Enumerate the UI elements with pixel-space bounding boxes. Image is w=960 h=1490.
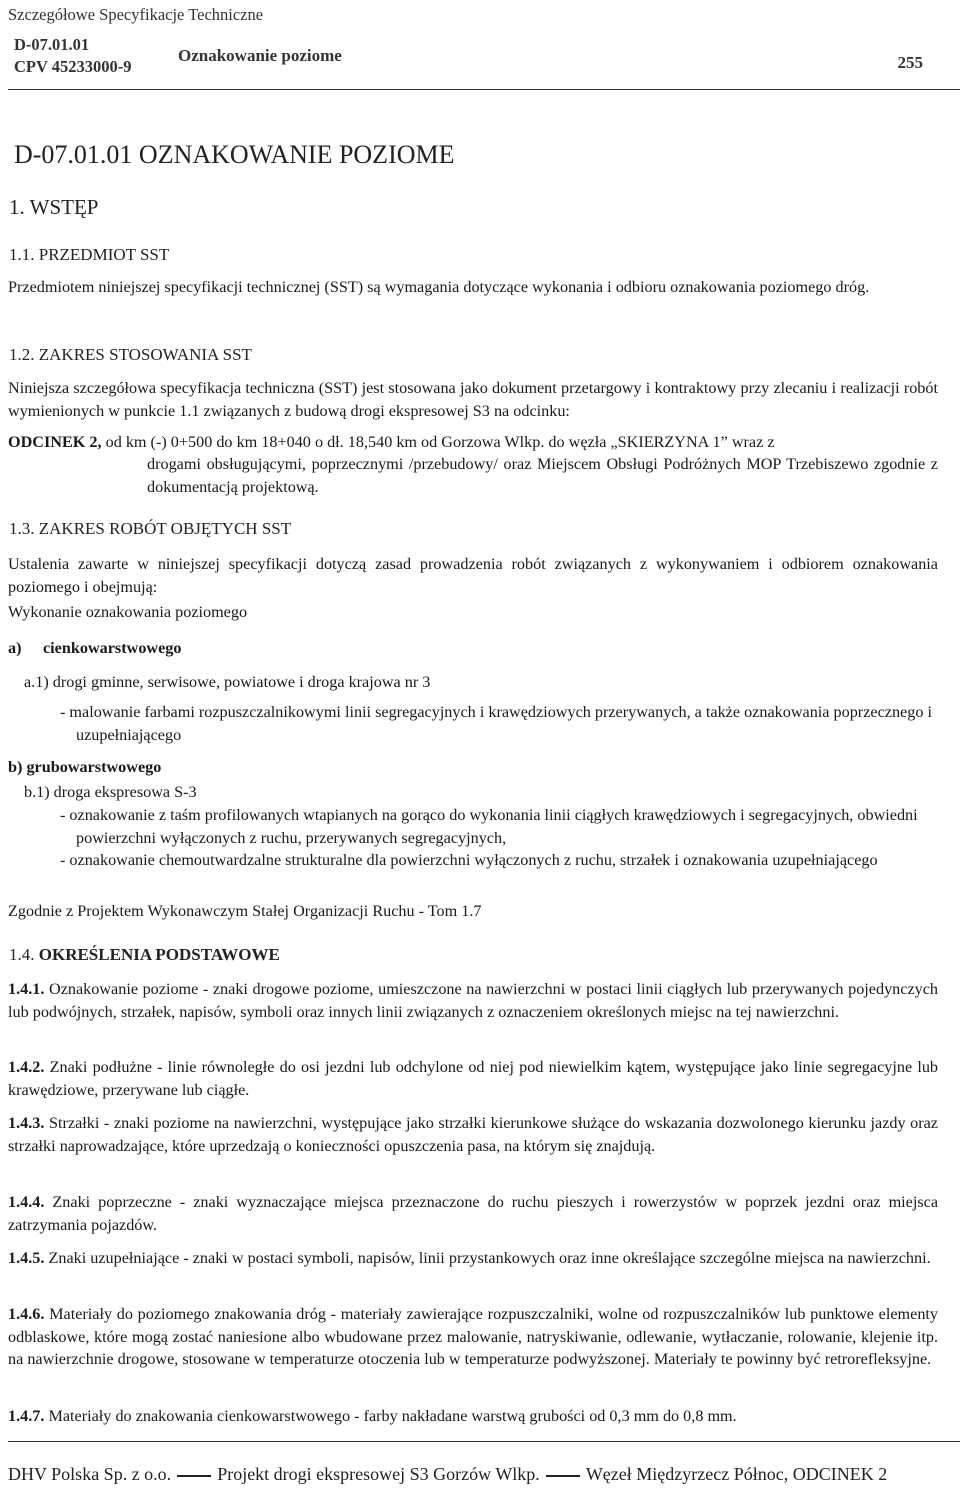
footer-section: Węzeł Międzyrzecz Północ, ODCINEK 2: [585, 1464, 888, 1484]
section-heading-1-4: [9, 944, 280, 967]
item-a-label: a): [8, 639, 22, 657]
definition-1-4-3: [8, 1112, 938, 1157]
definition-number: 1.4.5.: [8, 1249, 45, 1267]
definition-text: Znaki podłużne - linie równoległe do osi jezdni lub odchylone od niej pod niewielkim kątem, występujące jako linie segregacyjne lub krawędziowe, przerywane lub ciągłe.: [8, 1058, 939, 1099]
section-1-4-title: OKREŚLENIA PODSTAWOWE: [38, 945, 280, 964]
definition-number: 1.4.6.: [8, 1305, 45, 1323]
item-a-title: cienkowarstwowego: [43, 639, 182, 657]
page-number: 255: [897, 53, 923, 72]
odcinek-label: ODCINEK 2,: [8, 433, 102, 451]
definition-number: 1.4.7.: [8, 1407, 45, 1425]
header-code: D-07.01.01: [14, 35, 90, 54]
section-heading-1-2: 1.2. ZAKRES STOSOWANIA SST: [9, 345, 252, 364]
definition-text: Strzałki - znaki poziome na nawierzchni, występujące jako strzałki kierunkowe służące do wskazania dozwolonego kierunku jazdy oraz strzałki naprowadzające, które uprzedzają o konieczności opuszczenia pasa, na którym się znajdują.: [8, 1114, 938, 1155]
definition-text: Znaki uzupełniające - znaki w postaci symboli, napisów, linii przystankowych oraz inne określające szczególne miejsca na nawierzchni.: [48, 1249, 931, 1267]
definition-1-4-2: [8, 1056, 938, 1101]
item-b-title: b) grubowarstwowego: [8, 758, 162, 776]
item-b1-detail-2: - oznakowanie chemoutwardzalne strukturalne dla powierzchni wyłączonych z ruchu, strzałek i oznakowania uzupełniającego: [60, 851, 878, 869]
section-1-3-text: Ustalenia zawarte w niniejszej specyfikacji dotyczą zasad prowadzenia robót związanych z wykonywaniem i odbiorem oznakowania poziomego i obejmują:: [8, 555, 938, 596]
definition-number: 1.4.1.: [8, 980, 45, 998]
definition-number: 1.4.4.: [8, 1193, 45, 1211]
definition-text: Oznakowanie poziome - znaki drogowe poziome, umieszczone na nawierzchni w postaci linii ciągłych lub przerywanych pojedynczych lub podwójnych, strzałek, napisów, symboli oraz innych linii związanych z oznaczeniem określonych miejsc na tej nawierzchni.: [8, 980, 938, 1021]
footer: [8, 1463, 887, 1486]
item-a1: a.1) drogi gminne, serwisowe, powiatowe i droga krajowa nr 3: [24, 673, 431, 691]
document-title: D-07.01.01 OZNAKOWANIE POZIOME: [14, 140, 455, 169]
footer-separator: [546, 1475, 580, 1477]
definition-1-4-7: [8, 1405, 938, 1428]
header-code-block: [14, 34, 131, 78]
section-1-2-odcinek-cont: drogami obsługującymi, poprzecznymi /przebudowy/ oraz Miejscem Obsługi Podróżnych MOP Trzebiszewo zgodnie z dokumentacją projektową.: [147, 455, 938, 496]
item-b1: b.1) droga ekspresowa S-3: [24, 783, 197, 801]
definition-1-4-6: [8, 1303, 938, 1371]
item-a1-detail: - malowanie farbami rozpuszczalnikowymi linii segregacyjnych i krawędziowych przerywanych, a także oznakowania poprzecznego i uzupełniającego: [60, 703, 932, 744]
section-1-4-num: 1.4.: [9, 945, 35, 964]
section-1-1-text: Przedmiotem niniejszej specyfikacji technicznej (SST) są wymagania dotyczące wykonania i odbioru oznakowania poziomego dróg.: [8, 278, 870, 296]
section-1-3-line: Wykonanie oznakowania poziomego: [8, 603, 248, 621]
definition-1-4-1: [8, 978, 938, 1023]
footer-separator: [177, 1475, 211, 1477]
section-heading-1-3: 1.3. ZAKRES ROBÓT OBJĘTYCH SST: [9, 519, 292, 538]
header-divider: [8, 89, 960, 90]
definition-text: Materiały do znakowania cienkowarstwowego - farby nakładane warstwą grubości od 0,3 mm do 0,8 mm.: [48, 1407, 737, 1425]
definition-text: Materiały do poziomego znakowania dróg - materiały zawierające rozpuszczalniki, wolne od rozpuszczalników lub punktowe elementy odblaskowe, które mogą zostać naniesione albo wbudowane przez malowanie, natryskiwanie, odlewanie, wytłaczanie, rolowanie, klejenie itp. na nawierzchnie drogowe, stosowane w temperaturze otoczenia lub w temperaturze podwyższonej. Materiały te powinny być retrorefleksyjne.: [8, 1305, 939, 1368]
section-heading-1-1: 1.1. PRZEDMIOT SST: [9, 245, 170, 264]
header-section-title: Oznakowanie poziome: [178, 46, 342, 65]
definition-number: 1.4.2.: [8, 1058, 45, 1076]
odcinek-text: od km (-) 0+500 do km 18+040 o dł. 18,540 km od Gorzowa Wlkp. do węzła „SKIERZYNA 1” wraz z: [105, 433, 775, 451]
definition-1-4-5: [8, 1247, 938, 1270]
section-1-3-conform: Zgodnie z Projektem Wykonawczym Stałej Organizacji Ruchu - Tom 1.7: [8, 902, 482, 920]
definition-text: Znaki poprzeczne - znaki wyznaczające miejsca przeznaczone do ruchu pieszych i rowerzystów w poprzek jezdni oraz miejsca zatrzymania pojazdów.: [8, 1193, 939, 1234]
section-1-2-text: Niniejsza szczegółowa specyfikacja techniczna (SST) jest stosowana jako dokument przetargowy i kontraktowy przy zlecaniu i realizacji robót wymienionych w punkcie 1.1 związanych z budową drogi ekspresowej S3 na odcinku:: [8, 379, 938, 420]
footer-project: Projekt drogi ekspresowej S3 Gorzów Wlkp.: [217, 1464, 540, 1484]
footer-divider: [8, 1441, 960, 1442]
header-cpv: CPV 45233000-9: [14, 57, 132, 76]
header-spec-title: Szczegółowe Specyfikacje Techniczne: [8, 5, 264, 24]
definition-1-4-4: [8, 1191, 938, 1236]
section-1-2-odcinek: [8, 431, 775, 454]
definition-number: 1.4.3.: [8, 1114, 45, 1132]
footer-company: DHV Polska Sp. z o.o.: [8, 1464, 172, 1484]
section-heading-intro: 1. WSTĘP: [9, 195, 99, 219]
item-b1-detail-1: - oznakowanie z taśm profilowanych wtapianych na gorąco do wykonania linii ciągłych krawędziowych i segregacyjnych, obwiedni powierzchni wyłączonych z ruchu, przerywanych segregacyjnych,: [60, 806, 918, 847]
